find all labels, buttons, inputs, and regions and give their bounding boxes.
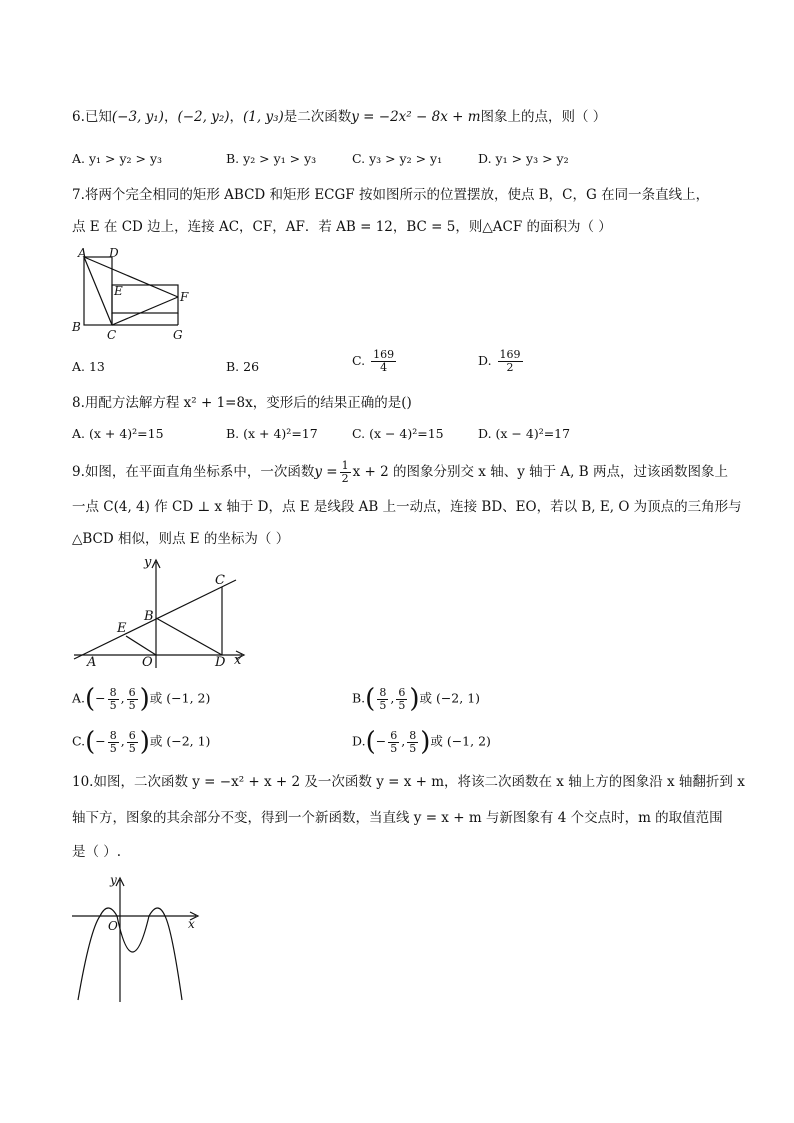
q7-label-c: C — [107, 328, 117, 342]
q7-label-a: A — [78, 246, 87, 260]
q9-option-d: D.(− $\frac{6}{5}$ , $\frac{8}{5}$ )或 (−1, 2) — [352, 727, 491, 757]
q9-figure — [70, 552, 255, 670]
q10-stem-line1: 10.如图，二次函数 y = −x² + x + 2 及一次函数 y = x + m，将该二次函数在 x 轴上方的图象沿 x 轴翻折到 x — [72, 774, 745, 790]
q9-option-c: C.(− $\frac{8}{5}$ , $\frac{6}{5}$ )或 (−2, 1) — [72, 727, 211, 757]
q8-stem: 8.用配方法解方程 x² + 1=8x，变形后的结果正确的是() — [72, 395, 412, 411]
q7-option-c: C. $\frac{169}{4}$ — [352, 348, 395, 374]
q7-d-numerator: 169 — [499, 348, 521, 361]
q7-figure — [70, 245, 200, 345]
q8-option-b: B. (x + 4)²=17 — [226, 426, 318, 441]
q9-label-o: O — [142, 655, 153, 670]
q7-c-numerator: 169 — [373, 348, 395, 361]
q10-label-o: O — [108, 919, 118, 933]
q9-label-a: A — [87, 655, 97, 670]
q7-label-g: G — [173, 328, 183, 342]
q10-stem-line2: 轴下方，图象的其余部分不变，得到一个新函数，当直线 y = x + m 与新图象有 4 个交点时，m 的取值范围 — [72, 810, 723, 826]
q7-option-b: B. 26 — [226, 359, 260, 374]
q10-stem-line3: 是（ ）. — [72, 844, 122, 860]
q9-stem-line2: 一点 C(4, 4) 作 CD ⊥ x 轴于 D，点 E 是线段 AB 上一动点，连接 BD、EO，若以 B, E, O 为顶点的三角形与 — [72, 499, 742, 515]
q7-stem-line1: 7.将两个完全相同的矩形 ABCD 和矩形 ECGF 按如图所示的位置摆放，使点 B，C，G 在同一条直线上， — [72, 187, 710, 203]
q7-label-e: E — [114, 284, 123, 298]
q9-label-d: D — [215, 655, 226, 670]
q6-stem: 6.已知(−3, y₁)，(−2, y₂)，(1, y₃)是二次函数y = −2x² − 8x + m图象上的点，则（ ） — [72, 109, 607, 125]
q9-option-b: B.( $\frac{8}{5}$ , $\frac{6}{5}$ )或 (−2, 1) — [352, 684, 481, 714]
q7-option-a: A. 13 — [72, 359, 105, 374]
q7-label-d: D — [109, 246, 119, 260]
q9-label-b: B — [144, 609, 154, 624]
q7-c-denominator: 4 — [380, 361, 388, 374]
q10-label-x: x — [188, 917, 195, 931]
q10-figure — [70, 870, 210, 1005]
q8-option-d: D. (x − 4)²=17 — [478, 426, 571, 441]
q9-stem-line1: 9.如图，在平面直角坐标系中，一次函数y = $\frac{1}{2}$ x + 2 的图象分别交 x 轴、y 轴于 A, B 两点，过该函数图象上 — [72, 459, 728, 485]
q7-label-f: F — [180, 290, 189, 304]
q10-label-y: y — [110, 873, 117, 887]
q6-option-a: A. y₁ > y₂ > y₃ — [72, 151, 163, 166]
q9-label-x: x — [234, 653, 242, 668]
q8-option-c: C. (x − 4)²=15 — [352, 426, 444, 441]
q7-option-d: D. $\frac{169}{2}$ — [478, 348, 521, 374]
q7-stem-line2: 点 E 在 CD 边上，连接 AC，CF，AF．若 AB = 12，BC = 5，则△ACF 的面积为（ ） — [72, 219, 612, 235]
q9-stem-line3: △BCD 相似，则点 E 的坐标为（ ） — [72, 531, 290, 547]
q7-d-denominator: 2 — [506, 361, 514, 374]
q9-label-y: y — [144, 555, 152, 570]
q6-option-b: B. y₂ > y₁ > y₃ — [226, 151, 317, 166]
q8-option-a: A. (x + 4)²=15 — [72, 426, 164, 441]
q6-option-c: C. y₃ > y₂ > y₁ — [352, 151, 443, 166]
q6-option-d: D. y₁ > y₃ > y₂ — [478, 151, 569, 166]
q9-option-a: A.(− $\frac{8}{5}$ , $\frac{6}{5}$ )或 (−1, 2) — [72, 684, 211, 714]
q9-label-e: E — [117, 621, 127, 636]
q7-label-b: B — [72, 320, 81, 334]
q9-label-c: C — [215, 573, 225, 588]
